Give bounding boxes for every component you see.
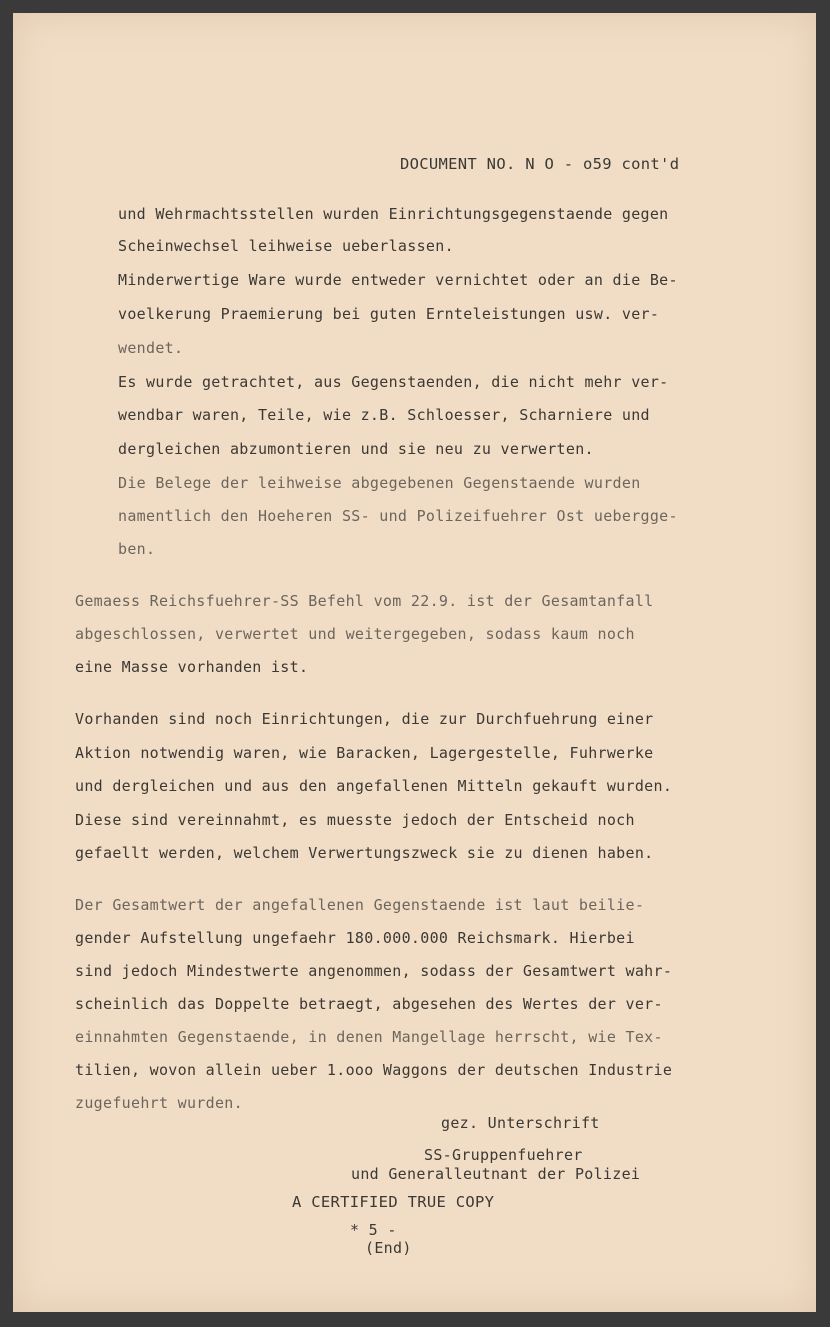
- signature-rank: SS-Gruppenfuehrer: [424, 1146, 583, 1164]
- paragraph-6-line-1: Vorhanden sind noch Einrichtungen, die zur Durchfuehrung einer: [75, 710, 654, 728]
- paragraph-1-line-2: Scheinwechsel leihweise ueberlassen.: [118, 237, 454, 255]
- paragraph-4-line-3: ben.: [118, 540, 156, 558]
- paragraph-6-line-3: und dergleichen und aus den angefallenen Mitteln gekauft wurden.: [75, 777, 673, 795]
- page-number: * 5 -: [350, 1221, 397, 1239]
- paragraph-6-line-2: Aktion notwendig waren, wie Baracken, Lagergestelle, Fuhrwerke: [75, 744, 654, 762]
- paragraph-2-line-1: Minderwertige Ware wurde entweder vernichtet oder an die Be-: [118, 271, 678, 289]
- paragraph-5-line-1: Gemaess Reichsfuehrer-SS Befehl vom 22.9. ist der Gesamtanfall: [75, 592, 654, 610]
- paragraph-5-line-2: abgeschlossen, verwertet und weitergegeben, sodass kaum noch: [75, 625, 635, 643]
- paragraph-4-line-1: Die Belege der leihweise abgegebenen Gegenstaende wurden: [118, 474, 641, 492]
- paragraph-7-line-5: einnahmten Gegenstaende, in denen Mangellage herrscht, wie Tex-: [75, 1028, 663, 1046]
- paragraph-5-line-3: eine Masse vorhanden ist.: [75, 658, 309, 676]
- paragraph-6-line-5: gefaellt werden, welchem Verwertungszweck sie zu dienen haben.: [75, 844, 654, 862]
- paragraph-4-line-2: namentlich den Hoeheren SS- und Polizeifuehrer Ost uebergge-: [118, 507, 678, 525]
- paragraph-3-line-1: Es wurde getrachtet, aus Gegenstaenden, die nicht mehr ver-: [118, 373, 669, 391]
- document-number: DOCUMENT NO. N O - o59 cont'd: [400, 155, 680, 173]
- end-mark: (End): [365, 1239, 412, 1257]
- paragraph-2-line-2: voelkerung Praemierung bei guten Ernteleistungen usw. ver-: [118, 305, 660, 323]
- paragraph-7-line-6: tilien, wovon allein ueber 1.ooo Waggons der deutschen Industrie: [75, 1061, 673, 1079]
- paragraph-7-line-7: zugefuehrt wurden.: [75, 1094, 243, 1112]
- paragraph-6-line-4: Diese sind vereinnahmt, es muesste jedoch der Entscheid noch: [75, 811, 635, 829]
- paragraph-7-line-3: sind jedoch Mindestwerte angenommen, sodass der Gesamtwert wahr-: [75, 962, 673, 980]
- signature-gez: gez. Unterschrift: [441, 1114, 600, 1132]
- paragraph-7-line-2: gender Aufstellung ungefaehr 180.000.000 Reichsmark. Hierbei: [75, 929, 635, 947]
- paragraph-7-line-1: Der Gesamtwert der angefallenen Gegenstaende ist laut beilie-: [75, 896, 645, 914]
- paragraph-3-line-2: wendbar waren, Teile, wie z.B. Schloesser, Scharniere und: [118, 406, 650, 424]
- certified-true-copy: A CERTIFIED TRUE COPY: [292, 1193, 495, 1211]
- signature-title: und Generalleutnant der Polizei: [351, 1165, 641, 1183]
- document-page: [13, 13, 816, 1312]
- paragraph-1-line-1: und Wehrmachtsstellen wurden Einrichtungsgegenstaende gegen: [118, 205, 669, 223]
- paragraph-2-line-3: wendet.: [118, 339, 184, 357]
- paragraph-7-line-4: scheinlich das Doppelte betraegt, abgesehen des Wertes der ver-: [75, 995, 663, 1013]
- paragraph-3-line-3: dergleichen abzumontieren und sie neu zu verwerten.: [118, 440, 594, 458]
